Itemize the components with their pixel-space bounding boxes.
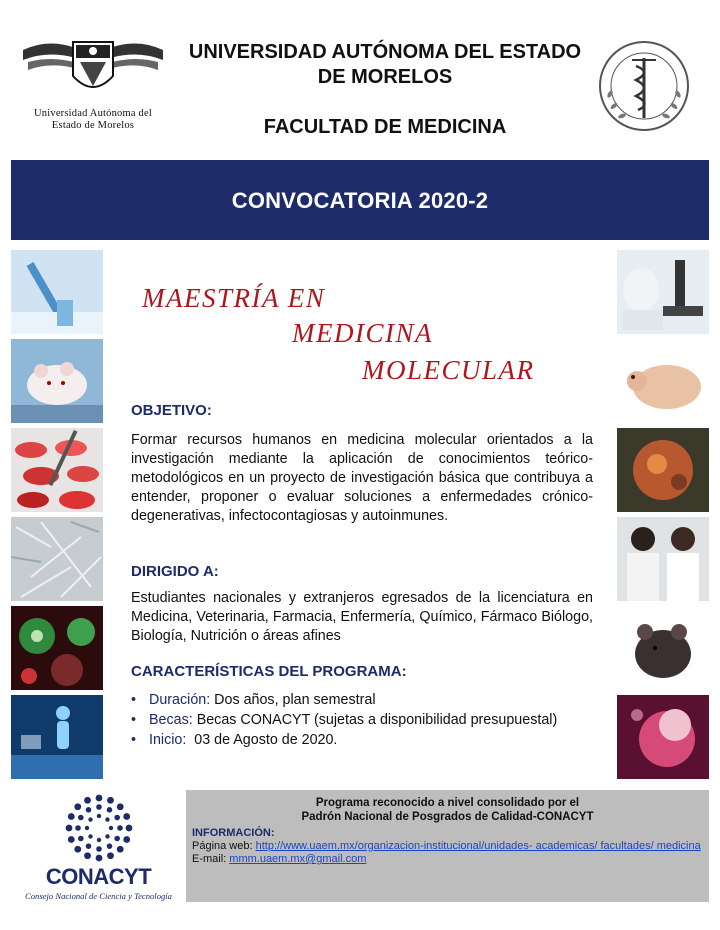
faculty-title: FACULTAD DE MEDICINA xyxy=(263,116,507,138)
conacyt-name: CONACYT xyxy=(45,864,152,889)
logo-dot xyxy=(126,825,133,832)
crest-text-line-2: Estado de Morelos xyxy=(51,120,135,131)
conacyt-dots-logo-icon xyxy=(65,794,133,862)
dark-mouse-image xyxy=(617,606,709,690)
logo-dot xyxy=(86,807,92,813)
call-banner xyxy=(11,160,709,240)
logo-dot xyxy=(96,795,103,802)
audience-text: Estudiantes nacionales y extranjeros egresados de la licenciatura en Medicina, Veterinaria, Farmacia, Enfermería, Químico, Fármaco Biólogo, Biología, Nutrición o áreas afines xyxy=(131,590,593,644)
recognition-text xyxy=(186,796,709,824)
cell-culture-image xyxy=(11,517,103,601)
logo-dot xyxy=(66,825,73,832)
logo-dot xyxy=(105,817,109,821)
objective-heading: OBJETIVO: xyxy=(131,402,212,419)
feature-item-scholarship xyxy=(131,710,601,730)
logo-dot xyxy=(88,834,92,838)
logo-dot xyxy=(74,803,81,810)
medicine-faculty-seal xyxy=(596,38,692,134)
feature-value: 03 de Agosto de 2020. xyxy=(186,732,338,748)
logo-dot xyxy=(114,815,120,821)
conacyt-logo xyxy=(11,790,186,902)
feature-value: Becas CONACYT (sujetas a disponibilidad presupuestal) xyxy=(192,712,558,728)
feature-key: Inicio: xyxy=(149,732,187,748)
logo-dot xyxy=(109,826,113,830)
lab-rat-image xyxy=(11,339,103,423)
feature-key: Becas: xyxy=(149,712,193,728)
email-label: E-mail: xyxy=(192,853,230,865)
web-line xyxy=(192,840,702,853)
lab-pipette-image xyxy=(11,250,103,334)
feature-key: Duración: xyxy=(149,692,211,708)
logo-dot xyxy=(105,834,109,838)
logo-dot xyxy=(78,836,84,842)
audience-heading: DIRIGIDO A: xyxy=(131,563,219,580)
logo-dot xyxy=(117,803,124,810)
digital-human-image xyxy=(11,695,103,779)
features-list xyxy=(131,690,601,750)
logo-dot xyxy=(86,843,92,849)
university-title-line-2: DE MORELOS xyxy=(317,66,453,88)
logo-dot xyxy=(85,826,89,830)
logo-dot xyxy=(74,846,81,853)
info-panel xyxy=(186,790,709,902)
logo-dot xyxy=(78,815,84,821)
cancer-cell-image xyxy=(617,695,709,779)
program-title-line-3: MOLECULAR xyxy=(362,355,535,385)
logo-dot xyxy=(97,814,101,818)
feature-item-duration xyxy=(131,690,601,710)
bullet-icon: • xyxy=(131,712,137,728)
logo-dot xyxy=(84,852,91,859)
logo-dot xyxy=(68,813,75,820)
doctors-image xyxy=(617,517,709,601)
virus-image xyxy=(11,606,103,690)
crest-text-line-1: Universidad Autónoma del xyxy=(34,108,152,119)
web-link[interactable]: http://www.uaem.mx/organizacion-institucional/unidades- academicas/ facultades/ medicina xyxy=(255,840,701,852)
feature-value: Dos años, plan semestral xyxy=(210,692,376,708)
email-line xyxy=(192,853,702,866)
logo-dot xyxy=(117,825,123,831)
university-crest-icon xyxy=(18,36,168,100)
logo-dot xyxy=(96,855,103,862)
logo-dot xyxy=(107,797,114,804)
logo-dot xyxy=(68,836,75,843)
hairless-mouse-image xyxy=(617,339,709,423)
logo-dot xyxy=(123,836,130,843)
logo-dot xyxy=(97,838,101,842)
web-label: Página web: xyxy=(192,840,256,852)
recognition-line-1: Programa reconocido a nivel consolidado por el xyxy=(315,797,580,809)
info-label: INFORMACIÓN: xyxy=(192,827,275,839)
petri-dishes-image xyxy=(11,428,103,512)
logo-dot xyxy=(96,846,102,852)
logo-dot xyxy=(114,836,120,842)
features-heading: CARACTERÍSTICAS DEL PROGRAMA: xyxy=(131,663,407,680)
program-title-line-1: MAESTRÍA EN xyxy=(142,283,326,313)
conacyt-subtitle: Consejo Nacional de Ciencia y Tecnología xyxy=(25,891,172,901)
logo-dot xyxy=(123,813,130,820)
recognition-line-2: Padrón Nacional de Posgrados de Calidad-CONACYT xyxy=(301,811,594,823)
email-link[interactable]: mmm.uaem.mx@gmail.com xyxy=(229,853,367,865)
logo-dot xyxy=(96,804,102,810)
banner-title: CONVOCATORIA 2020-2 xyxy=(231,188,489,213)
microscope-image xyxy=(617,250,709,334)
feature-item-start xyxy=(131,730,601,750)
logo-dot xyxy=(107,852,114,859)
logo-dot xyxy=(84,797,91,804)
university-title xyxy=(175,40,595,90)
logo-dot xyxy=(107,807,113,813)
objective-text: Formar recursos humanos en medicina molecular orientados a la investigación mediante la aplicación de conocimientos teórico-metodológicos en un proyecto de investigación básica que contribuya a entender, proponer o evaluar soluciones a enfermedades crónico-degenerativas, infectocontagiosas y autoinmunes. xyxy=(131,432,593,524)
cell-macro-image xyxy=(617,428,709,512)
logo-dot xyxy=(117,846,124,853)
logo-dot xyxy=(107,843,113,849)
medicine-seal-icon xyxy=(596,38,692,134)
logo-dot xyxy=(75,825,81,831)
logo-dot xyxy=(88,817,92,821)
uaem-crest-logo xyxy=(18,36,168,136)
contact-info xyxy=(192,827,702,866)
bullet-icon: • xyxy=(131,692,137,708)
program-title-line-2: MEDICINA xyxy=(292,318,433,348)
university-title-line-1: UNIVERSIDAD AUTÓNOMA DEL ESTADO xyxy=(188,41,582,63)
bullet-icon: • xyxy=(131,732,137,748)
